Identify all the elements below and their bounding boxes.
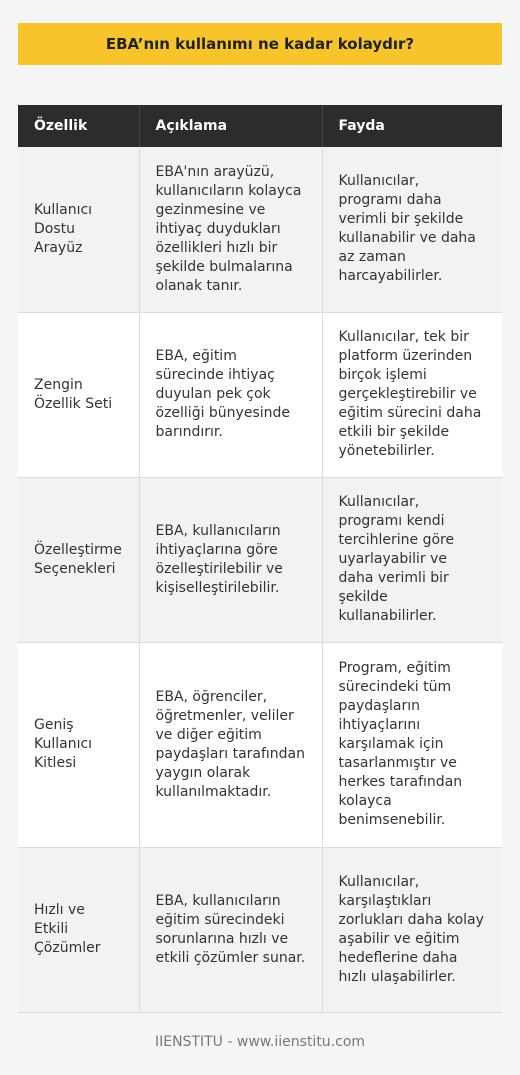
feature-cell: Hızlı ve Etkili Çözümler [18, 847, 139, 1012]
table-row [18, 642, 502, 847]
description-cell: EBA, eğitim sürecinde ihtiyaç duyulan pek çok özelliği bünyesinde barındırır. [139, 312, 322, 477]
table-row [18, 147, 502, 312]
benefit-cell: Program, eğitim sürecindeki tüm paydaşların ihtiyaçlarını karşılamak için tasarlanmıştır ve herkes tarafından kolayca benimsenebilir. [322, 642, 502, 847]
table-header-row [18, 105, 502, 147]
description-cell: EBA'nın arayüzü, kullanıcıların kolayca gezinmesine ve ihtiyaç duydukları özellikleri hızlı bir şekilde bulmalarına olanak tanır. [139, 147, 322, 312]
feature-cell: Zengin Özellik Seti [18, 312, 139, 477]
benefit-cell: Kullanıcılar, programı daha verimli bir şekilde kullanabilir ve daha az zaman harcayabilirler. [322, 147, 502, 312]
title-banner [18, 23, 502, 65]
description-cell: EBA, kullanıcıların ihtiyaçlarına göre özelleştirilebilir ve kişiselleştirilebilir. [139, 477, 322, 642]
header-feature: Özellik [18, 105, 139, 147]
feature-table [18, 105, 502, 1013]
description-cell: EBA, kullanıcıların eğitim sürecindeki sorunlarına hızlı ve etkili çözümler sunar. [139, 847, 322, 1012]
description-cell: EBA, öğrenciler, öğretmenler, veliler ve diğer eğitim paydaşları tarafından yaygın olarak kullanılmaktadır. [139, 642, 322, 847]
benefit-cell: Kullanıcılar, tek bir platform üzerinden birçok işlemi gerçekleştirebilir ve eğitim sürecini daha etkili bir şekilde yönetebilirler. [322, 312, 502, 477]
table-row [18, 477, 502, 642]
header-benefit: Fayda [322, 105, 502, 147]
feature-cell: Özelleştirme Seçenekleri [18, 477, 139, 642]
feature-cell: Kullanıcı Dostu Arayüz [18, 147, 139, 312]
benefit-cell: Kullanıcılar, karşılaştıkları zorlukları daha kolay aşabilir ve eğitim hedeflerine daha hızlı ulaşabilirler. [322, 847, 502, 1012]
table-row [18, 847, 502, 1012]
page-title: EBA’nın kullanımı ne kadar kolaydır? [105, 35, 415, 53]
footer-credit: IIENSTITU - www.iienstitu.com [154, 1034, 366, 1050]
benefit-cell: Kullanıcılar, programı kendi tercihlerine göre uyarlayabilir ve daha verimli bir şekilde kullanabilirler. [322, 477, 502, 642]
feature-cell: Geniş Kullanıcı Kitlesi [18, 642, 139, 847]
table-row [18, 312, 502, 477]
header-description: Açıklama [139, 105, 322, 147]
